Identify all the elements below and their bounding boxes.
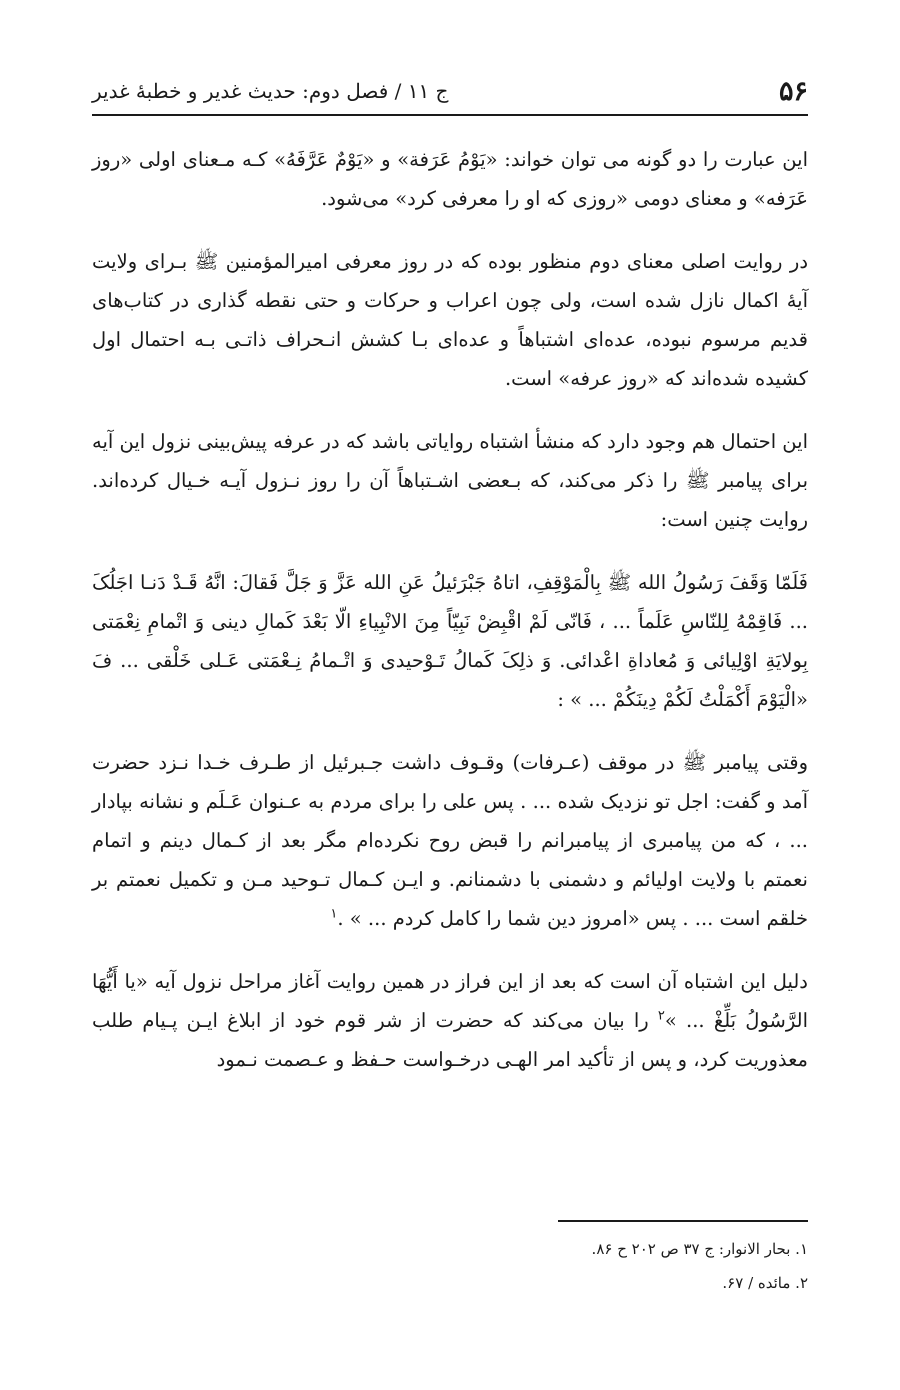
paragraph-translation-text: وقتی پیامبر ﷺ در موقف (عـرفات) وقـوف داشت جـبرئیل از طـرف خـدا نـزد حضرت آمد و گفت: اجل تو نزدیک شده ... . پس علی را برای مردم به عـنوان عَـلَم و نشانه بپادار ... ، که من پیامبری از پیامبرانم را قبض روح نکرده‌ام مگر بعد از کـمال دینم و اتمام نعمتم با ولایت اولیائم و دشمنی با دشمنانم. و ایـن کـمال تـوحید مـن و تکمیل نعمتم بر خلقم است ... . پس «امروز دین شما را کامل کردم ... » . bbox=[92, 751, 808, 930]
page-number: ۵۶ bbox=[778, 75, 808, 107]
body-text bbox=[92, 140, 808, 1103]
paragraph-3: این احتمال هم وجود دارد که منشأ اشتباه روایاتی باشد که در عرفه پیش‌بینی نزول این آیه برای پیامبر ﷺ را ذکر می‌کند، که بـعضی اشـتباهاً آن را روز نـزول آیـه خـیال کرده‌اند. روایت چنین است: bbox=[91, 430, 808, 531]
page-header bbox=[92, 72, 808, 110]
footnote-divider bbox=[558, 1220, 808, 1222]
paragraph-arabic-quote: فَلَمّا وَقَفَ رَسُولُ الله ﷺ بِالْمَوْقِفِ، اتاهُ جَبْرَئیلُ عَنِ الله عَزَّ وَ جَلَّ فَقالَ: انَّهُ قَـدْ دَنـا اجَلُکَ ... فَاقِمْهُ لِلنّاسِ عَلَماً ... ، فَانّی لَمْ اقْبِضْ نَبِیّاً مِنَ الانْبِیاءِ الّا بَعْدَ کَمالِ دینی وَ اتْمامِ نِعْمَتی بِولایَةِ اوْلِیائی وَ مُعاداةِ اعْدائی. وَ ذلِکَ کَمالُ تَـوْحیدی وَ اتْـمامُ نِـعْمَتی عَـلی خَلْقی ... فَ «الْیَوْمَ أَکْمَلْتُ لَکُمْ دِینَکُمْ ... » : bbox=[92, 571, 808, 711]
paragraph-1: این عبارت را دو گونه می توان خواند: «یَوْمُ عَرَفة» و «یَوْمٌ عَرَّفَهُ» کـه مـعنای اولی «روز عَرَفه» و معنای دومی «روزی که او را معرفی کرد» می‌شود. bbox=[92, 148, 808, 210]
paragraph-translation bbox=[92, 743, 808, 938]
running-title: ج ۱۱ / فصل دوم: حدیث غدیر و خطبهٔ غدیر bbox=[92, 79, 449, 103]
document-page bbox=[92, 0, 808, 1390]
paragraph-6-part-1: دلیل این اشتباه آن است که بعد از این فراز در همین روایت آغاز مراحل نزول آیه «یا أَیُّهَا الرَّسُولُ بَلِّغْ ... » bbox=[92, 970, 808, 1032]
footnote-marker-1: ۱ bbox=[330, 906, 338, 922]
footnote-1: ۱. بحار الانوار: ج ۳۷ ص ۲۰۲ ح ۸۶. bbox=[591, 1240, 808, 1258]
header-divider bbox=[92, 114, 808, 116]
footnote-marker-2: ۲ bbox=[657, 1008, 665, 1024]
footnote-2: ۲. مائده / ۶۷. bbox=[722, 1274, 808, 1292]
paragraph-6 bbox=[92, 962, 808, 1079]
paragraph-2: در روایت اصلی معنای دوم منظور بوده که در روز معرفی امیرالمؤمنین ﷺ بـرای ولایت آیهٔ اکمال نازل شده است، ولی چون اعراب و حرکات و حتی نقطه گذاری در کتاب‌های قدیم مرسوم نبوده، عده‌ای اشتباهاً و عده‌ای بـا کشش انـحراف ذاتـی بـه احتمال اول کشیده شده‌اند که «روز عرفه» است. bbox=[92, 250, 808, 390]
paragraph-6-part-2: را بیان می‌کند که حضرت از شر قوم خود از ابلاغ ایـن پـیام طلب معذوریت کرد، و پس از تأکید امر الهـی درخـواست حـفظ و عـصمت نـمود bbox=[92, 1009, 808, 1071]
footnotes bbox=[92, 1232, 808, 1300]
